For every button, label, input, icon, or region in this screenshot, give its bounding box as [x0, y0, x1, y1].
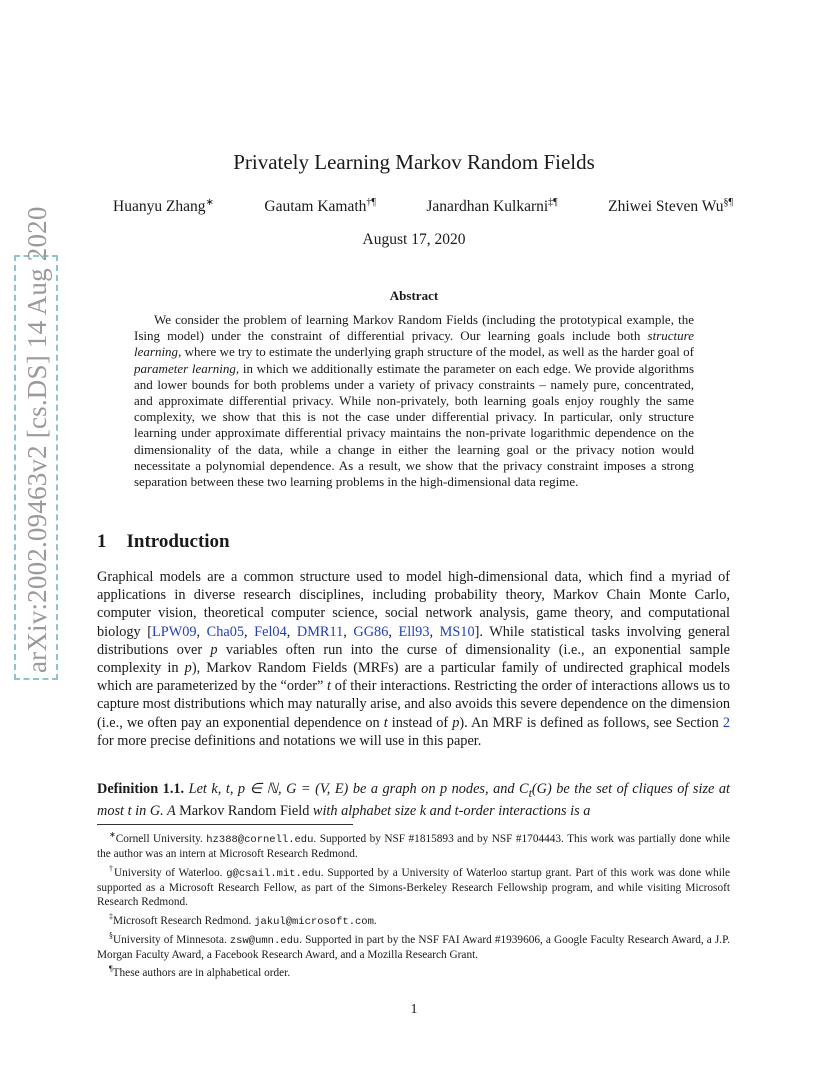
math-variable: t: [327, 678, 332, 695]
definition-text: with alphabet size k and t-order interactions is a: [309, 803, 591, 820]
author: [264, 197, 376, 216]
math-variable: p: [452, 714, 460, 731]
citation-link[interactable]: LPW09: [152, 623, 197, 640]
author: [608, 197, 733, 216]
paper-title: Privately Learning Markov Random Fields: [233, 150, 595, 174]
abstract-emphasis: structure learning: [134, 328, 694, 360]
email-address[interactable]: g@csail.mit.edu: [226, 867, 321, 880]
intro-text: ), Markov Random Fields (MRFs) are a particular family of undirected graphical models which are parameterized by the “order”: [97, 660, 730, 695]
email-address[interactable]: jakul@microsoft.com: [254, 915, 374, 928]
abstract-emphasis: parameter learning: [134, 360, 236, 376]
arxiv-identifier[interactable]: arXiv:2002.09463v2 [cs.DS] 14 Aug 2020: [22, 206, 52, 673]
footnote-text: .: [373, 914, 377, 927]
footnote-text: . Supported by NSF #1815893 and by NSF #1704443. This work was partially done while the author was an intern at Microsoft Research Redmond.: [97, 832, 730, 861]
footnote-text: University of Minnesota.: [113, 933, 230, 946]
abstract-text: We consider the problem of learning Markov Random Fields (including the prototypical example, the Ising model) under the constraint of differential privacy. Our learning goals include both: [134, 312, 694, 344]
footnote: [97, 962, 730, 980]
intro-text: ]. While statistical tasks involving general distributions over: [97, 623, 730, 658]
author-name: Zhiwei Steven Wu: [608, 198, 724, 216]
page-number: 1: [410, 1002, 418, 1017]
definition-text: Let k, t, p ∈ ℕ, G = (V, E) be a graph on p nodes, and C: [184, 781, 529, 797]
intro-text: instead of: [387, 714, 453, 731]
section-title: Introduction: [126, 531, 230, 552]
math-subscript: t: [528, 785, 532, 800]
intro-text: Graphical models are a common structure used to model high-dimensional data, which find a myriad of applications in diverse research disciplines, including probability theory, Markov Chain Monte Carlo, computer vision, theoretical computer science, social network analysis, game theory, and computational biology [: [97, 569, 730, 640]
definition-block: [97, 780, 730, 820]
abstract-paragraph: [134, 312, 694, 490]
math-variable: t: [383, 714, 388, 731]
footnote-mark: ‡: [109, 911, 113, 921]
footnote-mark: §: [109, 930, 113, 940]
intro-text: variables often run into the curse of dimensionality (i.e., an exponential sample complexity in: [97, 641, 730, 677]
abstract-text: , in which we additionally estimate the parameter on each edge. We provide algorithms and lower bounds for both problems under a variety of privacy constraints – namely pure, concentrated, and approximate differential privacy. While non-privately, both learning goals enjoy roughly the same complexity, we show that this is not the case under differential privacy. In particular, only structure learning under approximate differential privacy maintains the non-private logarithmic dependence on the dimensionality of the data, while a change in either the learning goal or the privacy notion would necessitate a polynomial dependence. As a result, we show that the privacy constraint imposes a strong separation between these two learning problems in the high-dimensional data regime.: [134, 360, 695, 490]
intro-text: of their interactions. Restricting the order of interactions allows us to capture most distributions which may naturally arise, and also avoids this severe dependence on the dimension (i.e., we often pay an exponential dependence on: [97, 678, 731, 731]
intro-text: for more precise definitions and notations we will use in this paper.: [97, 732, 482, 749]
intro-paragraph: Graphical models are a common structure used to model high-dimensional data, which find a myriad of applications in diverse research disciplines, including probability theory, Markov Chain Monte Carlo, computer vision, theoretical computer science, social network analysis, game theory, and computational biology [LPW09, Cha05, Fel04, DMR11, GG86, Ell93, MS10]. While statistical tasks involving general distributions over p variables often run into the curse of dimensionality (i.e., an exponential sample complexity in p), Markov Random Fields (MRFs) are a particular family of undirected graphical models which are parameterized by the “order” t of their interactions. Restricting the order of interactions allows us to capture most distributions which may naturally arise, and also avoids this severe dependence on the dimension (i.e., we often pay an exponential dependence on t instead of p). An MRF is defined as follows, see Section 2 for more precise definitions and notations we will use in this paper.: [97, 569, 731, 749]
math-variable: p: [210, 641, 218, 658]
author-mark: §¶: [723, 197, 733, 208]
section-heading: [97, 531, 230, 553]
citation-link[interactable]: DMR11: [296, 623, 344, 640]
citation-link[interactable]: GG86: [353, 623, 389, 640]
footnotes: [97, 828, 730, 980]
author: [113, 197, 214, 216]
definition-term: Markov Random Field: [179, 803, 310, 820]
footnote: [97, 929, 730, 963]
author-list: [113, 197, 733, 216]
footnote-text: These authors are in alphabetical order.: [112, 967, 291, 980]
footnote-text: University of Waterloo.: [113, 866, 227, 879]
footnote-divider: [97, 824, 353, 825]
footnote: [97, 828, 730, 862]
email-address[interactable]: hz388@cornell.edu: [206, 833, 314, 846]
author-name: Huanyu Zhang: [113, 198, 206, 216]
definition-text: (G) be the set of cliques of size at most t in G. A: [97, 781, 730, 820]
definition-label: Definition 1.1.: [97, 781, 185, 797]
abstract-text: , where we try to estimate the underlying graph structure of the model, as well as the harder goal of: [178, 344, 694, 360]
author: [426, 197, 557, 216]
abstract-heading: Abstract: [389, 288, 439, 303]
paper-date: August 17, 2020: [362, 231, 466, 248]
abstract-body: [134, 312, 694, 490]
footnote-text: . Supported by a University of Waterloo startup grant. Part of this work was done while supported as a Microsoft Research Fellow, as part of the Simons-Berkeley Research Fellowship program, and while visiting Microsoft Research Redmond.: [97, 866, 730, 909]
footnote-text: Microsoft Research Redmond.: [113, 914, 255, 927]
citation-link[interactable]: Fel04: [254, 623, 287, 640]
citation-link[interactable]: MS10: [439, 623, 475, 640]
footnote-mark: ∗: [109, 830, 116, 839]
footnote-text: Cornell University.: [115, 832, 207, 845]
section-reference-link[interactable]: 2: [722, 714, 730, 731]
author-mark: †¶: [366, 197, 376, 208]
math-variable: p: [184, 660, 192, 677]
footnote: [97, 910, 730, 929]
section-number: 1: [97, 531, 107, 552]
citation-link[interactable]: Ell93: [398, 623, 430, 640]
intro-text: ). An MRF is defined as follows, see Section: [459, 714, 723, 731]
footnote-mark: †: [109, 863, 114, 873]
footnote: [97, 862, 730, 910]
author-name: Janardhan Kulkarni: [426, 198, 549, 216]
author-mark: ∗: [205, 197, 214, 208]
author-name: Gautam Kamath: [264, 198, 367, 216]
footnote-text: . Supported in part by the NSF FAI Award #1939606, a Google Faculty Research Award, a J.P. Morgan Faculty Award, a Facebook Research Award, and a Mozilla Research Grant.: [97, 933, 730, 961]
author-mark: ‡¶: [548, 197, 558, 208]
footnote-mark: ¶: [109, 964, 113, 974]
email-address[interactable]: zsw@umn.edu: [229, 934, 300, 947]
citation-link[interactable]: Cha05: [206, 623, 244, 640]
